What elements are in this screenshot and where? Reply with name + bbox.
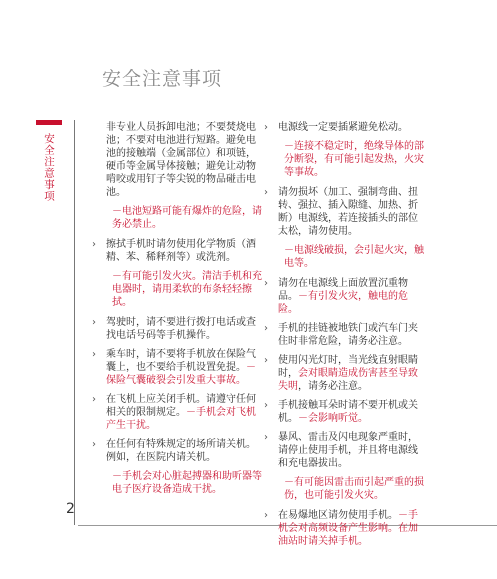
warning-lightning: －有可能因雷击而引起严重的损伤，也可能引发火灾。: [284, 477, 424, 501]
item-red-text: －手机会对飞机产生干扰。: [106, 407, 256, 431]
item-text: 擦拭手机时请勿使用化学物质（酒精、苯、稀释剂等）或洗剂。: [106, 239, 256, 263]
list-item: [92, 348, 262, 387]
warning-fire: [92, 270, 262, 309]
list-item: [92, 238, 262, 264]
item-text: 在任何有特殊规定的场所请关机。例如，在医院内请关机。: [106, 439, 256, 463]
list-item: [264, 322, 424, 348]
item-text: 手机的挂链被地铁门或汽车门夹住时非常危险，请务必注意。: [278, 323, 418, 347]
bullet-icon: ›: [264, 355, 268, 366]
bullet-icon: ›: [264, 187, 268, 198]
item-text-tail: ，请务必注意。: [298, 381, 368, 392]
bullet-icon: ›: [92, 439, 96, 450]
bullet-icon: ›: [264, 510, 268, 521]
warning-text: 清洁手机和充电器时，请用柔软的布条轻轻擦拭。: [112, 271, 262, 308]
warning-medical: －手机会对心脏起搏器和助听器等电子医疗设备造成干扰。: [112, 471, 262, 495]
list-item: [264, 431, 424, 470]
item-red-text: 会对眼睛造成伤害甚至导致失明: [278, 368, 418, 392]
list-item: [264, 121, 424, 134]
item-red-text: －会影响听觉。: [298, 413, 368, 424]
warning-cord: －电源线破损，会引起火灾，触电等。: [284, 245, 424, 269]
item-red-text: －有引发火灾，触电的危险。: [278, 291, 408, 315]
warning-battery: －电池短路可能有爆炸的危险，请务必禁止。: [112, 206, 262, 230]
list-item: [264, 399, 424, 425]
sidebar-accent-bar: [36, 120, 62, 125]
left-column: [92, 121, 262, 503]
list-item: [264, 277, 424, 316]
vertical-divider: [74, 120, 75, 525]
bullet-icon: ›: [92, 317, 96, 328]
list-item: [92, 438, 262, 464]
item-text: 在易爆地区请勿使用手机。: [278, 510, 398, 521]
warning-red-text: －有可能引发火灾。: [112, 271, 202, 282]
item-red-text: －手机会对高频设备产生影响。在加油站时请关掉手机。: [278, 510, 418, 547]
bullet-icon: ›: [264, 432, 268, 443]
right-column: [264, 121, 424, 554]
list-item: [264, 509, 424, 548]
item-text: 使用闪光灯时，当光线直射眼睛时，: [278, 355, 418, 379]
list-item: [92, 316, 262, 342]
bullet-icon: ›: [264, 278, 268, 289]
list-item: [92, 393, 262, 432]
item-text: 在飞机上应关闭手机。请遵守任何相关的限制规定。: [106, 394, 256, 418]
item-text: 手机接触耳朵时请不要开机或关机。: [278, 400, 418, 424]
bullet-icon: ›: [92, 239, 96, 250]
item-text: 暴风、雷击及闪电现象严重时，请停止使用手机，并且将电源线和充电器拔出。: [278, 432, 418, 469]
bullet-icon: ›: [264, 323, 268, 334]
item-red-text: －保险气囊破裂会引发重大事故。: [106, 362, 256, 386]
page-number: 2: [66, 501, 75, 517]
paragraph-battery: 非专业人员拆卸电池；不要焚烧电池；不要对电池进行短路。避免电池的接触端（金属部位）和项链，硬币等金属导体接触；避免让动物啃咬或用钉子等尖锐的物品碰击电池。: [106, 122, 256, 198]
sidebar: [36, 120, 64, 202]
item-text: 电源线一定要插紧避免松动。: [278, 122, 408, 133]
item-text: 乘车时，请不要将手机放在保险气囊上，也不要给手机设置免提。: [106, 349, 256, 373]
bullet-icon: ›: [92, 349, 96, 360]
page-title: 安全注意事项: [102, 68, 223, 90]
item-text: 请勿损坏（加工、强制弯曲、扭转、强拉、插入隙缝、加热、折断）电源线，若连接插头的部位太松，请勿使用。: [278, 187, 418, 237]
list-item: [264, 186, 424, 238]
item-text: 请勿在电源线上面放置沉重物品。: [278, 278, 408, 302]
warning-loose: －连接不稳定时，绝缘导体的部分断裂，有可能引起发热，火灾等事故。: [284, 141, 424, 178]
sidebar-label: 安全注意事项: [43, 133, 55, 202]
item-text: 驾驶时，请不要进行拨打电话或查找电话号码等手机操作。: [106, 317, 256, 341]
bullet-icon: ›: [264, 122, 268, 133]
list-item: [264, 354, 424, 393]
bullet-icon: ›: [92, 394, 96, 405]
bullet-icon: ›: [264, 400, 268, 411]
